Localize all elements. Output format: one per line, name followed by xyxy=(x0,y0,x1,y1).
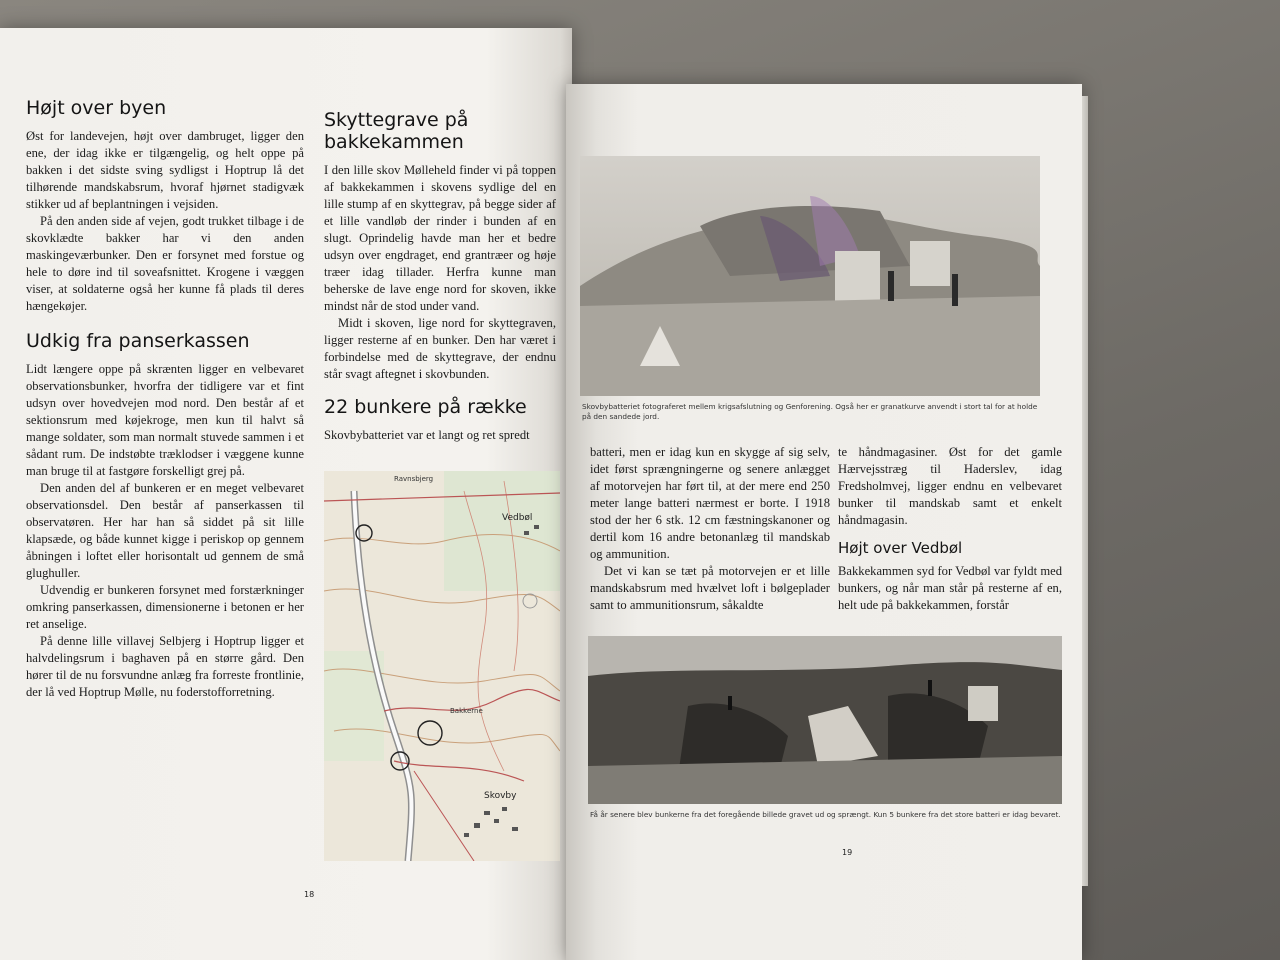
paragraph: Midt i skoven, lige nord for skyttegraven, ligger resterne af en bunker. Den har været i forbindelse med de skyttegrave, der endnu står svagt aftegnet i skovbunden. xyxy=(324,315,556,381)
page-number: 19 xyxy=(842,848,853,857)
heading-udkig-fra-panserkassen: Udkig fra panserkassen xyxy=(26,329,250,352)
right-page-column-2 xyxy=(838,444,1062,614)
page-stack-edge xyxy=(1082,96,1088,886)
paragraph: I den lille skov Mølleheld finder vi på toppen af bakkekammen i skovens sydlige del en lille stump af en skyttegrav, på begge sider af et lille vandløb der rinder i bunden af en slugt. Oprindelig havde man her et bedre udsyn over engdraget, end grantræer og høje træer idag tillader. Herfra kunne man beherske de lave enge nord for skoven, ikke mindst når de stod under vand. xyxy=(324,162,556,313)
paragraph: Bakkekammen syd for Vedbøl var fyldt med bunkers, og når man står på resterne af en, helt ude på bakkekammen, forstår xyxy=(838,564,1062,612)
topographic-map xyxy=(324,471,560,861)
heading-hojt-over-vedbol: Højt over Vedbøl xyxy=(838,539,963,557)
map-label: Bakkerne xyxy=(450,707,483,715)
left-column xyxy=(26,98,304,701)
heading-22-bunkere: 22 bunkere på række xyxy=(324,395,527,418)
map-label-skovby: Skovby xyxy=(484,791,517,801)
paragraph: Det vi kan se tæt på motorvejen er et lille mandskabsrum med hvælvet loft i bølgeplader samt to ammunitionsrum, såkaldte xyxy=(590,564,830,612)
photo-caption: Skovbybatteriet fotograferet mellem krigsafslutning og Genforening. Også her er granatkurve anvendt i stort tal for at holde på den sandede jord. xyxy=(582,402,1038,421)
map-graphic xyxy=(324,471,560,861)
paragraph: På denne lille villavej Selbjerg i Hoptrup ligger et halvdelingsrum i baghaven på en større gård. Den hører til de nu forsvundne anlæg fra forreste frontlinie, der lå ved Hoptrup Mølle, nu foderstofforretning. xyxy=(26,633,304,699)
photo-battery-1918 xyxy=(580,156,1040,396)
heading-hojt-over-byen: Højt over byen xyxy=(26,97,167,119)
paragraph: Øst for landevejen, højt over dambruget, ligger den ene, der idag ikke er tilgængelig, og helt oppe på bakken i det sidste sving sydligst i Hoptrup lå det tilhørende mandskabsrum, hvoraf hjørnet stadigvæk stikker ud af beplantningen i vejsiden. xyxy=(26,128,304,211)
photo-graphic xyxy=(580,156,1040,396)
paragraph: Den anden del af bunkeren er en meget velbevaret observationsdel. Den består af panserkassen til observatøren. Her har han så siddet på sit lille klapsæde, og både kunnet kigge i periskop op gennem åbningen i loftet eller horisontalt ud gennem de små glughuller. xyxy=(26,480,304,580)
photo-bunkers-excavated xyxy=(588,636,1062,804)
right-page xyxy=(566,84,1082,960)
photo-caption: Få år senere blev bunkerne fra det foregående billede gravet ud og sprængt. Kun 5 bunkere fra det store batteri er idag bevaret. xyxy=(590,810,1061,819)
right-page-column-1 xyxy=(590,444,830,614)
right-column xyxy=(324,110,556,444)
paragraph: Lidt længere oppe på skrænten ligger en velbevaret observationsbunker, hvorfra der tidligere var et fint udsyn over hovedvejen mod nord. Den består af et sektionsrum med køjekroge, men kun til halvt så mange soldater, som man normalt stuvede sammen i et sådant rum. De indstøbte træklodser i væggene kunne man bruge til at fastgøre forskelligt grej på. xyxy=(26,361,304,478)
photo-graphic xyxy=(588,636,1062,804)
page-number: 18 xyxy=(304,890,315,899)
paragraph: batteri, men er idag kun en skygge af sig selv, idet først sprængningerne og senere anlægget af motorvejen har ført til, at der mere end 250 meter lange batteri nærmest er borte. I 1918 stod der her 6 stk. 12 cm fæstningskanoner og dertil kom 16 andre betonanlæg til mandskab og ammunition. xyxy=(590,445,830,561)
paragraph: Udvendig er bunkeren forsynet med forstærkninger omkring panserkassen, dimensionerne i betonen er her ret anselige. xyxy=(26,582,304,631)
paragraph: te håndmagasiner. Øst for det gamle Hærvejsstræg til Haderslev, idag Fredsholmvej, ligger endnu en velbevaret bunker til mandskab samt et enkelt håndmagasin. xyxy=(838,445,1062,527)
paragraph: Skovbybatteriet var et langt og ret spredt xyxy=(324,427,530,442)
left-page xyxy=(0,28,572,960)
map-label-vedbol: Vedbøl xyxy=(502,513,533,523)
paragraph: På den anden side af vejen, godt trukket tilbage i de skovklædte bakker har vi den anden maskingeværbunker. Den er forsynet med forstue og hele to døre ind til soveafsnittet. Krogene i væggen viser, at soldaterne også her kunne få plads til deres hængekøjer. xyxy=(26,213,304,313)
map-label: Ravnsbjerg xyxy=(394,475,434,483)
heading-skyttegrave: Skyttegrave på bakkekammen xyxy=(324,109,469,153)
